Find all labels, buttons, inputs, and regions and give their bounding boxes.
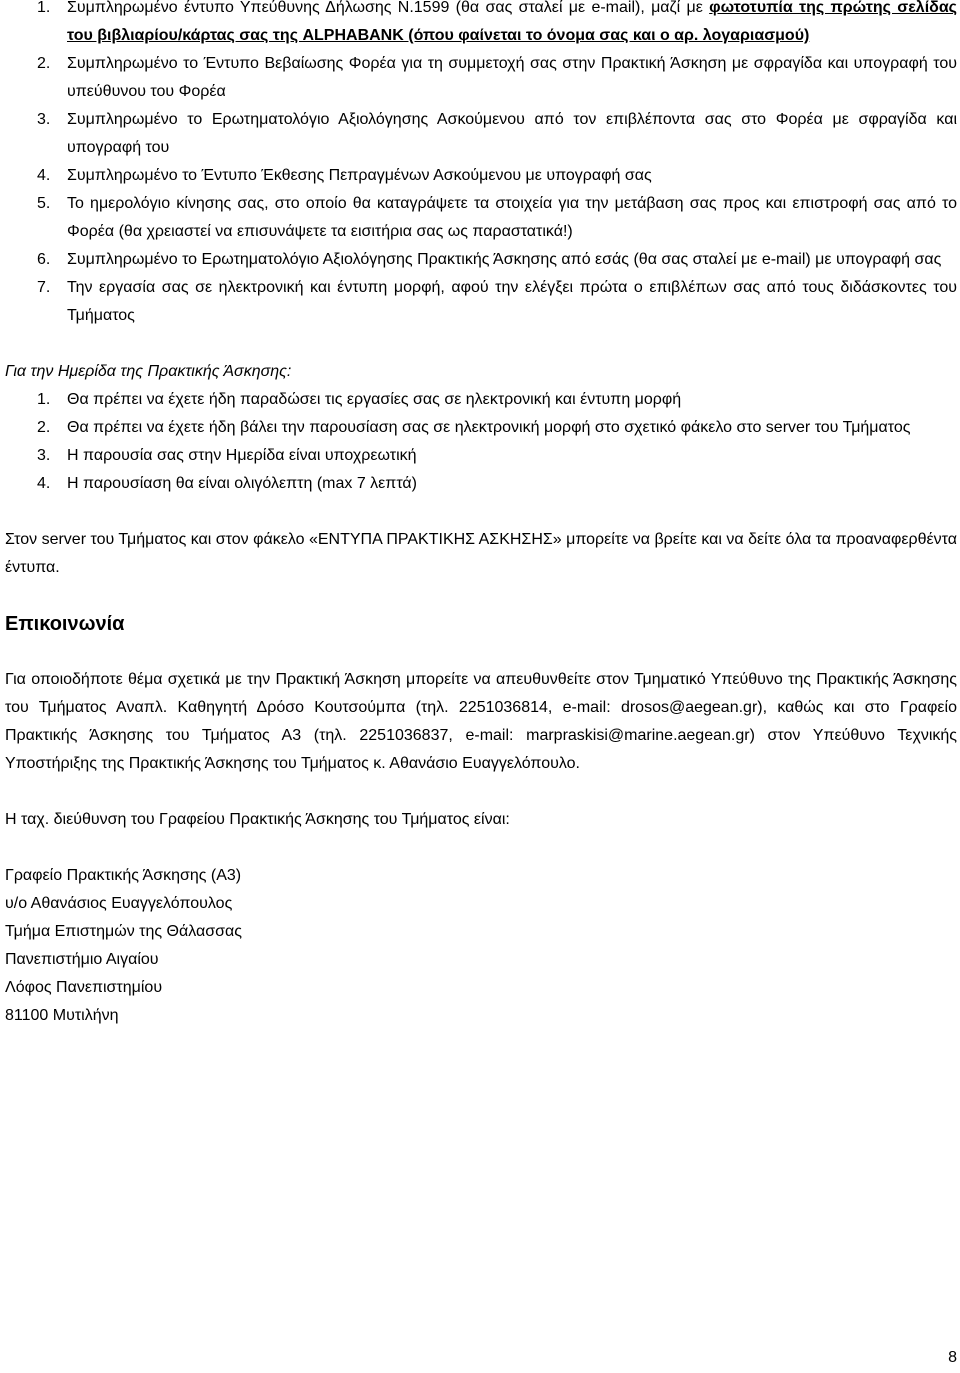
list-number: 6. [37, 251, 51, 268]
list-item-text: Συμπληρωμένο το Έντυπο Βεβαίωσης Φορέα για τη συμμετοχή σας στην Πρακτική Άσκηση με σφραγίδα και υπογραφή του υπεύθυνου του Φορέα [67, 55, 957, 100]
address-line: Γραφείο Πρακτικής Άσκησης (Α3) [5, 867, 242, 884]
list-item-text: Το ημερολόγιο κίνησης σας, στο οποίο θα καταγράψετε τα στοιχεία για την μετάβαση σας προς και επιστροφή σας από το Φορέα (θα χρειαστεί να επισυνάψετε τα εισιτήρια σας ως παραστατικά!) [67, 195, 957, 240]
list-item [5, 190, 957, 246]
submission-list [5, 0, 957, 330]
list-item [5, 274, 957, 330]
list-item [5, 246, 957, 274]
address-line: Τμήμα Επιστημών της Θάλασσας [5, 923, 242, 940]
list-item [5, 50, 957, 106]
list-number: 3. [37, 447, 51, 464]
list-item [5, 470, 957, 498]
list-item-text: Η παρουσίαση θα είναι ολιγόλεπτη (max 7 λεπτά) [67, 475, 418, 492]
list-item-text: Συμπληρωμένο το Ερωτηματολόγιο Αξιολόγησης Πρακτικής Άσκησης από εσάς (θα σας σταλεί με e-mail) με υπογραφή σας [67, 251, 942, 268]
list-number: 2. [37, 419, 51, 436]
list-item [5, 0, 957, 50]
address-line: 81100 Μυτιλήνη [5, 1007, 119, 1024]
address-line: Λόφος Πανεπιστημίου [5, 979, 163, 996]
server-note: Στον server του Τμήματος και στον φάκελο «ΕΝΤΥΠΑ ΠΡΑΚΤΙΚΗΣ ΑΣΚΗΣΗΣ» μπορείτε να βρείτε και να δείτε όλα τα προαναφερθέντα έντυπα. [5, 531, 957, 576]
document-page [5, 0, 957, 1030]
address-line: Πανεπιστήμιο Αιγαίου [5, 951, 159, 968]
list-number: 2. [37, 55, 51, 72]
list-item-text: Συμπληρωμένο το Έντυπο Έκθεσης Πεπραγμένων Ασκούμενου με υπογραφή σας [67, 167, 652, 184]
list-item-text: Συμπληρωμένο το Ερωτηματολόγιο Αξιολόγησης Ασκούμενου από τον επιβλέποντα σας στο Φορέα με σφραγίδα και υπογραφή του [67, 111, 957, 156]
contact-heading: Επικοινωνία [5, 613, 125, 635]
list-item [5, 414, 957, 442]
day-requirements-list [5, 386, 957, 498]
day-heading: Για την Ημερίδα της Πρακτικής Άσκησης: [5, 363, 292, 380]
list-number: 3. [37, 111, 51, 128]
list-item [5, 162, 957, 190]
list-item-text: Η παρουσία σας στην Ημερίδα είναι υποχρεωτική [67, 447, 417, 464]
list-item-text: Θα πρέπει να έχετε ήδη παραδώσει τις εργασίες σας σε ηλεκτρονική και έντυπη μορφή [67, 391, 682, 408]
list-number: 5. [37, 195, 51, 212]
list-item-text: Θα πρέπει να έχετε ήδη βάλει την παρουσίαση σας σε ηλεκτρονική μορφή στο σχετικό φάκελο στο server του Τμήματος [67, 419, 911, 436]
contact-paragraph: Για οποιοδήποτε θέμα σχετικά με την Πρακτική Άσκηση μπορείτε να απευθυνθείτε στον Τμηματικό Υπεύθυνο της Πρακτικής Άσκησης του Τμήματος Αναπλ. Καθηγητή Δρόσο Κουτσούμπα (τηλ. 2251036814, e-mail: drosos@aegean.gr), καθώς και στο Γραφείο Πρακτικής Άσκησης του Τμήματος Α3 (τηλ. 2251036837, e-mail: marpraskisi@marine.aegean.gr) στον Υπεύθυνο Τεχνικής Υποστήριξης της Πρακτικής Άσκησης του Τμήματος κ. Αθανάσιο Ευαγγελόπουλο. [5, 671, 957, 772]
list-number: 4. [37, 475, 51, 492]
list-item [5, 442, 957, 470]
page-number: 8 [948, 1349, 957, 1366]
list-number: 7. [37, 279, 51, 296]
list-item-text: Συμπληρωμένο έντυπο Υπεύθυνης Δήλωσης Ν.1599 (θα σας σταλεί με e-mail), μαζί με [67, 0, 710, 16]
list-number: 1. [37, 0, 51, 16]
postal-intro: Η ταχ. διεύθυνση του Γραφείου Πρακτικής Άσκησης του Τμήματος είναι: [5, 811, 510, 828]
list-item-text: Την εργασία σας σε ηλεκτρονική και έντυπη μορφή, αφού την ελέγξει πρώτα ο επιβλέπων σας από τους διδάσκοντες του Τμήματος [67, 279, 957, 324]
list-item [5, 106, 957, 162]
postal-address [5, 862, 957, 1030]
emphasis-text: φωτοτυπία της πρώτης σελίδας του βιβλιαρίου/κάρτας σας της ALPHABANK (όπου φαίνεται το όνομα σας και ο αρ. λογαριασμού) [67, 0, 958, 44]
address-line: υ/ο Αθανάσιος Ευαγγελόπουλος [5, 895, 233, 912]
list-number: 1. [37, 391, 51, 408]
list-number: 4. [37, 167, 51, 184]
list-item [5, 386, 957, 414]
